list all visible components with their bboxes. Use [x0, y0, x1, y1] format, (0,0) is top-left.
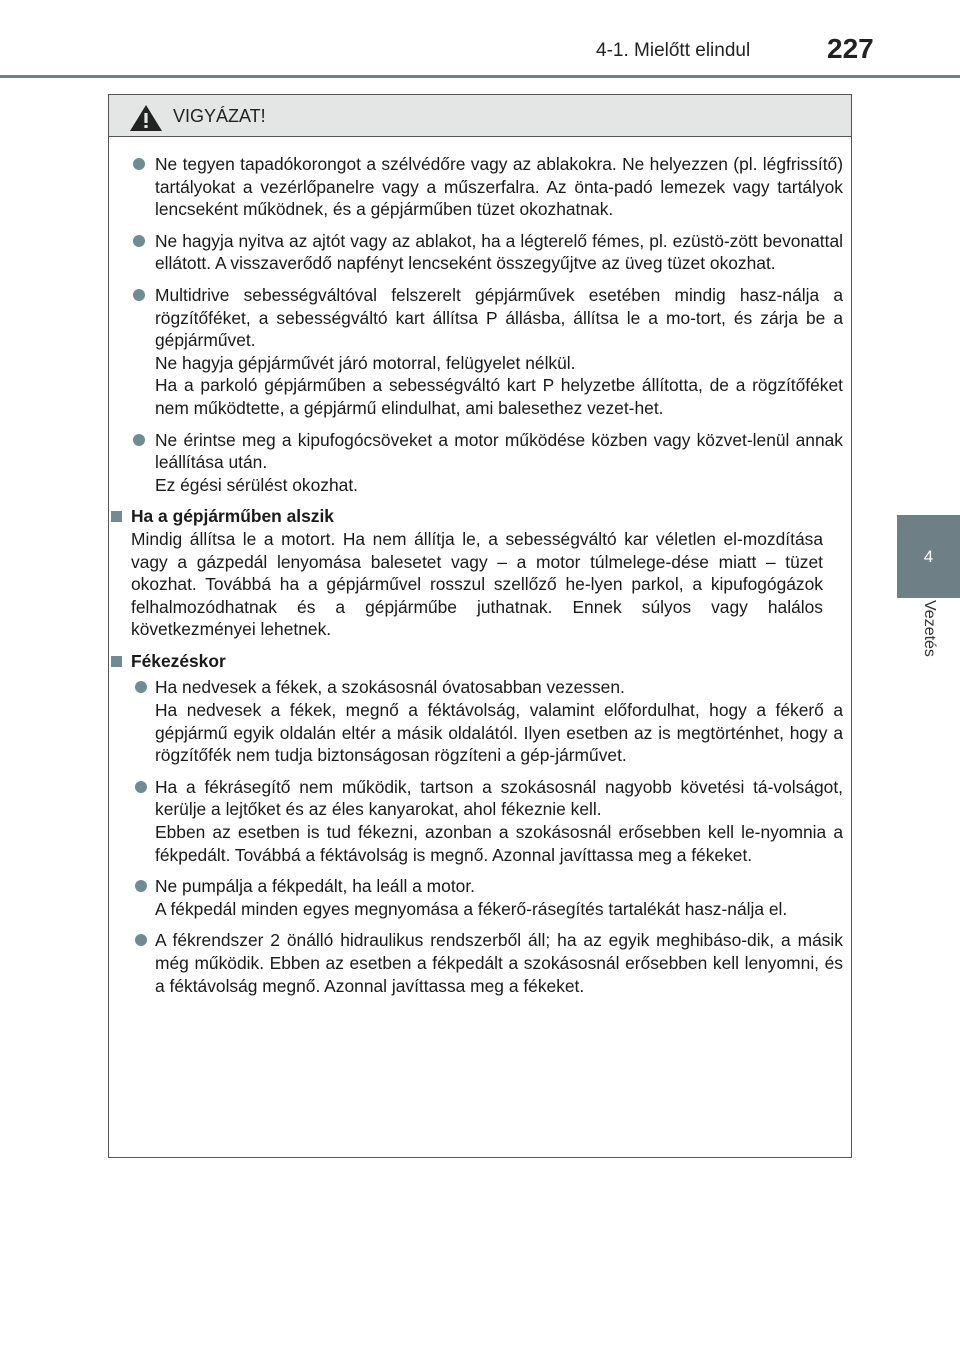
list-item [109, 776, 853, 866]
item-text: Multidrive sebességváltóval felszerelt gépjárművek esetében mindig hasz-nálja a rögzítőféket, a sebességváltó kart állítsa P állásba, állítsa le a mo-tort, és zárja be a gépjárművet. [155, 284, 843, 351]
list-item [109, 230, 853, 275]
item-text: Ne pumpálja a fékpedált, ha leáll a motor. [155, 876, 475, 897]
bullet-icon [133, 289, 145, 301]
section-square-icon [111, 656, 122, 667]
list-item [109, 875, 853, 920]
item-text: A fékrendszer 2 önálló hidraulikus rendszerből áll; ha az egyik meghibáso-dik, a másik még működik. Ebben az esetben a fékpedált a szokásosnál erősebben kell lenyomni, és a féktávolság megnő. Azonnal javíttassa meg a fékeket. [155, 930, 843, 996]
warning-header [109, 95, 851, 137]
bullet-icon [133, 434, 145, 446]
bullet-icon [133, 158, 145, 170]
bullet-icon [135, 880, 147, 892]
item-text: Ha a fékrásegítő nem működik, tartson a szokásosnál nagyobb követési tá-volságot, kerülje a lejtőket és az éles kanyarokat, ahol fékeznie kell. [155, 776, 843, 820]
bullet-icon [135, 781, 147, 793]
bullet-icon [135, 681, 147, 693]
bullet-icon [135, 934, 147, 946]
list-item [109, 676, 853, 766]
section-heading: Ha a gépjárműben alszik [131, 506, 334, 527]
section-body: Mindig állítsa le a motort. Ha nem állítja le, a sebességváltó kar véletlen el-mozdítása vagy a gázpedál lenyomása balesetet vagy – a motor túlmelege-dése miatt – tüzet okozhat. Továbbá ha a gépjárművel rosszul szellőző he-lyen parkol, a kipufogógázok felhalmozódhatnak és a gépjárműbe juthatnak. Ennek súlyos vagy halálos következményei lehetnek. [131, 528, 823, 640]
section-title: 4-1. Mielőtt elindul [596, 40, 751, 61]
list-item [109, 284, 853, 420]
chapter-label: Vezetés [921, 600, 938, 657]
chapter-tab [897, 515, 960, 598]
section-square-icon [111, 511, 122, 522]
item-text: Ha nedvesek a fékek, a szokásosnál óvatosabban vezessen. [155, 677, 625, 698]
chapter-number: 4 [923, 547, 934, 566]
warning-content [109, 153, 853, 1006]
section-braking [109, 650, 853, 673]
item-text: Ebben az esetben is tud fékezni, azonban a szokásosnál erősebben kell le-nyomnia a fékpedált. Továbbá a féktávolság is megnő. Azonnal javíttassa meg a fékeket. [155, 822, 843, 865]
item-text: Ne tegyen tapadókorongot a szélvédőre vagy az ablakokra. Ne helyezzen (pl. légfrissítő) tartályokat a vezérlőpanelre vagy a műszerfalra. Az önta-padó lemezek vagy tartályok lencseként működnek, és a gépjárműben tüzet okozhatnak. [155, 154, 843, 220]
chapter-label-container [897, 600, 960, 680]
bullet-icon [133, 235, 145, 247]
item-text: Ne hagyja gépjárművét járó motorral, felügyelet nélkül. [155, 352, 576, 373]
warning-box [108, 94, 852, 1158]
list-item [109, 429, 853, 497]
item-text: Ez égési sérülést okozhat. [155, 474, 358, 495]
warning-triangle-icon [129, 104, 163, 132]
section-heading: Fékezéskor [131, 650, 226, 671]
list-item [109, 153, 853, 221]
list-item [109, 929, 853, 997]
item-text: Ha a parkoló gépjárműben a sebességváltó kart P helyzetbe állította, de a rögzítőféket nem működtette, a gépjármű elindulhat, ami balesethez vezet-het. [155, 375, 843, 418]
warning-title: VIGYÁZAT! [173, 106, 266, 126]
item-text: Ha nedvesek a fékek, megnő a féktávolság, valamint előfordulhat, hogy a fékerő a gépjármű egyik oldalán eltér a másik oldalától. Ilyen esetben az is megtörténhet, hogy a rögzítőfék nem tudja biztonságosan rögzíteni a gép-járművet. [155, 700, 843, 766]
section-sleeping [109, 505, 853, 641]
page-number: 227 [827, 33, 874, 64]
header-divider [0, 75, 960, 78]
item-text: A fékpedál minden egyes megnyomása a fékerő-rásegítés tartalékát hasz-nálja el. [155, 898, 788, 919]
item-text: Ne hagyja nyitva az ajtót vagy az ablakot, ha a légterelő fémes, pl. ezüstö-zött bevonattal ellátott. A visszaverődő napfényt lencseként összegyűjtve az üveg tüzet okozhat. [155, 230, 843, 274]
item-text: Ne érintse meg a kipufogócsöveket a motor működése közben vagy közvet-lenül annak leállítása után. [155, 429, 843, 473]
